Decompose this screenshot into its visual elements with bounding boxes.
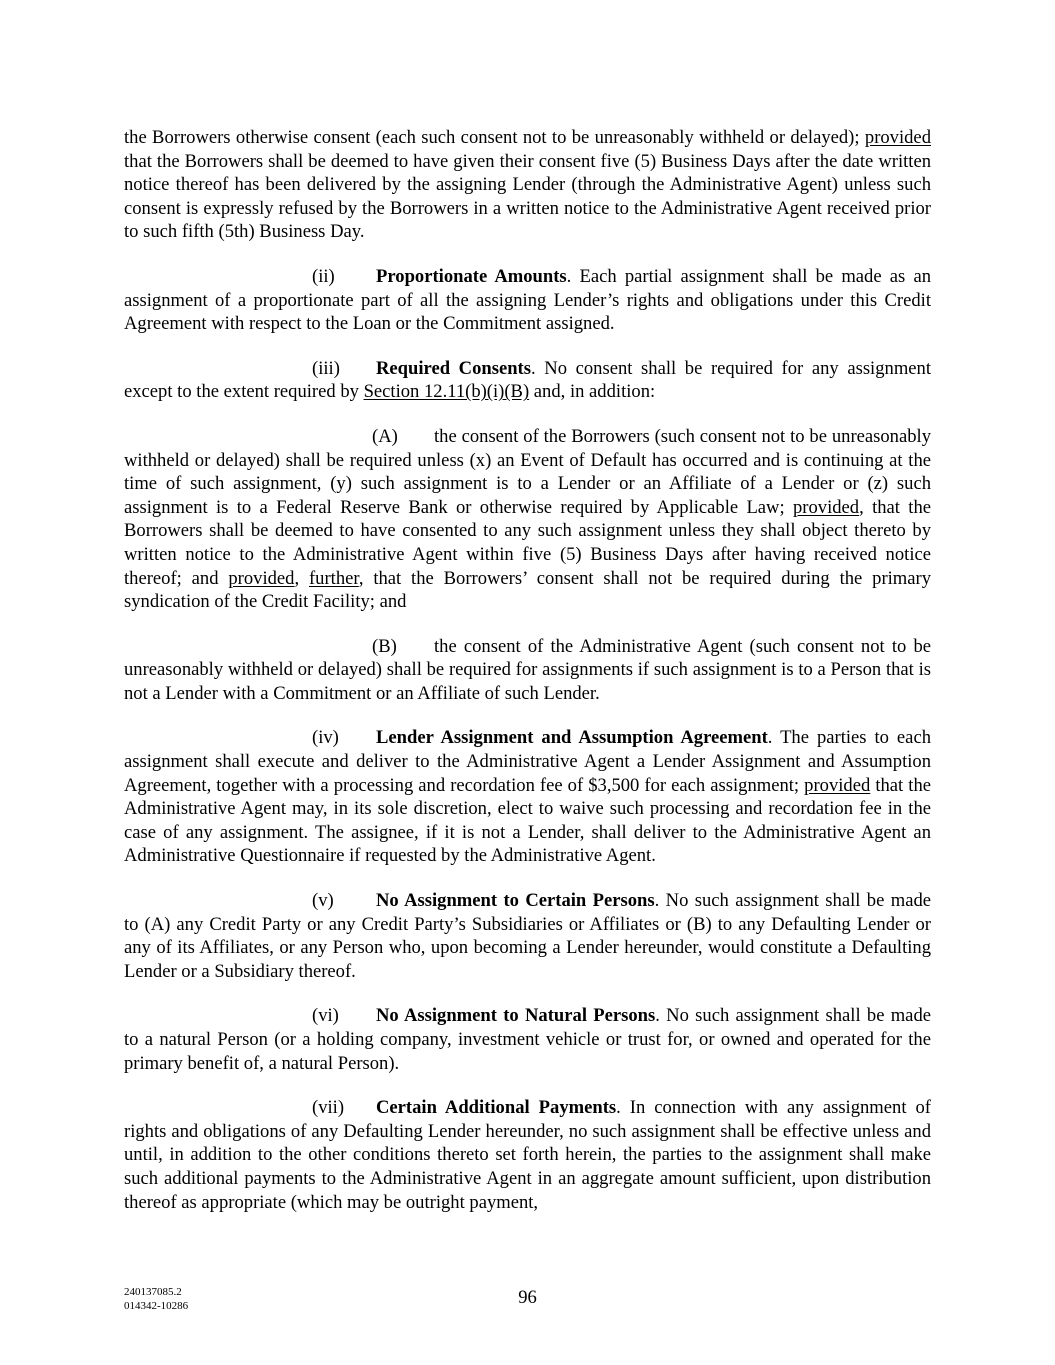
- page-body: [124, 126, 931, 1235]
- provided-term: provided: [228, 567, 295, 589]
- paragraph-iii: (iii) Required Consents. No consent shall be required for any assignment except to the extent required by Section 12.11(b)(i)(B) and, in addition:: [124, 357, 931, 403]
- provided-term: provided: [864, 127, 931, 148]
- clause-heading: Certain Additional Payments: [376, 1097, 617, 1119]
- clause-heading: No Assignment to Natural Persons: [376, 1005, 656, 1027]
- paragraph-iv: (iv) Lender Assignment and Assumption Agreement. The parties to each assignment shall execute and deliver to the Administrative Agent a Lender Assignment and Assumption Agreement, together with a processing and recordation fee of $3,500 for each assignment; provided that the Administrative Agent may, in its sole discretion, elect to waive such processing and recordation fee in the case of any assignment. The assignee, if it is not a Lender, shall deliver to the Administrative Agent an Administrative Questionnaire if requested by the Administrative Agent.: [124, 727, 931, 867]
- clause-heading: Required Consents: [376, 357, 531, 379]
- document-id: 240137085.2: [124, 1286, 182, 1298]
- clause-heading: Proportionate Amounts: [376, 265, 567, 287]
- clause-number: (A): [372, 425, 398, 447]
- paragraph-B: (B) the consent of the Administrative Agent (such consent not to be unreasonably withheld or delayed) shall be required for assignments if such assignment is to a Person that is not a Lender with a Commitment or an Affiliate of such Lender.: [124, 635, 931, 704]
- matter-id: 014342-10286: [124, 1300, 189, 1312]
- clause-number: (vii): [312, 1097, 345, 1119]
- paragraph-v: (v) No Assignment to Certain Persons. No such assignment shall be made to (A) any Credit Party or any Credit Party’s Subsidiaries or Affiliates or (B) to any Defaulting Lender or any of its Affiliates, or any Person who, upon becoming a Lender hereunder, would constitute a Defaulting Lender or a Subsidiary thereof.: [124, 890, 931, 982]
- further-term: further: [308, 567, 359, 589]
- paragraph-A: (A) the consent of the Borrowers (such consent not to be unreasonably withheld or delayed) shall be required unless (x) an Event of Default has occurred and is continuing at the time of such assignment, (y) such assignment is to a Lender or an Affiliate of a Lender or (z) such assignment is to a Federal Reserve Bank or otherwise required by Applicable Law; provided, that the Borrowers shall be deemed to have consented to any such assignment unless they shall object thereto by written notice to the Administrative Agent within five (5) Business Days after having received notice thereof; and provided, further, that the Borrowers’ consent shall not be required during the primary syndication of the Credit Facility; and: [124, 425, 932, 613]
- section-reference: Section 12.11(b)(i)(B): [363, 381, 530, 403]
- provided-term: provided: [804, 774, 871, 796]
- clause-number: (ii): [312, 265, 335, 287]
- page-number: 96: [518, 1287, 537, 1308]
- clause-number: (iii): [312, 357, 340, 379]
- clause-number: (v): [312, 890, 334, 912]
- clause-number: (vi): [312, 1005, 339, 1027]
- clause-heading: Lender Assignment and Assumption Agreement: [376, 727, 768, 749]
- clause-number: (B): [372, 635, 397, 657]
- paragraph-vi: (vi) No Assignment to Natural Persons. No such assignment shall be made to a natural Person (or a holding company, investment vehicle or trust for, or owned and operated for the primary benefit of, a natural Person).: [124, 1005, 931, 1074]
- paragraph-ii: (ii) Proportionate Amounts. Each partial assignment shall be made as an assignment of a proportionate part of all the assigning Lender’s rights and obligations under this Credit Agreement with respect to the Loan or the Commitment assigned.: [124, 265, 931, 335]
- paragraph-vii: (vii) Certain Additional Payments. In connection with any assignment of rights and obligations of any Defaulting Lender hereunder, no such assignment shall be effective unless and until, in addition to the other conditions thereto set forth herein, the parties to the assignment shall make such additional payments to the Administrative Agent in an aggregate amount sufficient, upon distribution thereof as appropriate (which may be outright payment,: [124, 1097, 931, 1213]
- provided-term: provided: [792, 496, 860, 518]
- clause-heading: No Assignment to Certain Persons: [376, 890, 655, 912]
- clause-number: (iv): [312, 727, 339, 749]
- paragraph-continuation: the Borrowers otherwise consent (each such consent not to be unreasonably withheld or delayed); provided that the Borrowers shall be deemed to have given their consent five (5) Business Days after the date written notice thereof has been delivered by the assigning Lender (through the Administrative Agent) unless such consent is expressly refused by the Borrowers in a written notice to the Administrative Agent received prior to such fifth (5th) Business Day.: [124, 127, 931, 243]
